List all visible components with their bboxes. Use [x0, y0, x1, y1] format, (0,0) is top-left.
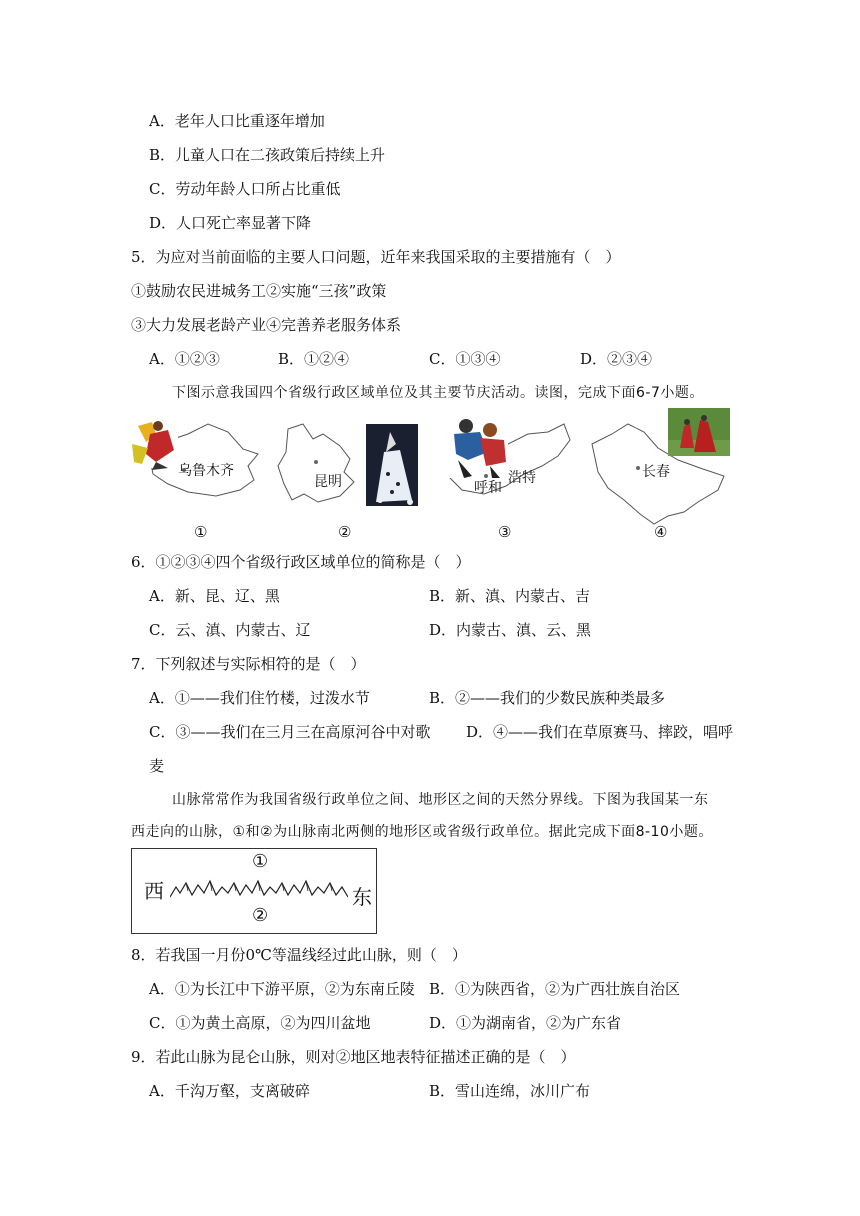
- map-number-1: ①: [194, 523, 208, 541]
- q4-option-b: B．儿童人口在二孩政策后持续上升: [149, 146, 386, 164]
- q8-option-a: A．①为长江中下游平原，②为东南丘陵: [149, 980, 415, 998]
- festival-dancer-image-2: [366, 424, 418, 506]
- intro-8-10-line2: 西走向的山脉，①和②为山脉南北两侧的地形区或省级行政单位。据此完成下面8-10小题。: [131, 824, 713, 840]
- q5-statement-line1: ①鼓励农民进城务工②实施“三孩”政策: [131, 282, 387, 300]
- q4-option-c: C．劳动年龄人口所占比重低: [149, 180, 341, 198]
- map-number-2: ②: [338, 523, 352, 541]
- q6-option-a: A．新、昆、辽、黑: [149, 587, 280, 605]
- q9-option-a: A．千沟万壑，支离破碎: [149, 1082, 310, 1100]
- mountain-diagram: [131, 848, 377, 934]
- q7-option-b: B．②——我们的少数民族种类最多: [429, 689, 666, 707]
- east-label: 东: [352, 885, 372, 909]
- south-region-label: ②: [252, 905, 269, 926]
- map-number-4: ④: [654, 523, 668, 541]
- q6-option-c: C．云、滇、内蒙古、辽: [149, 621, 311, 639]
- q4-option-a: A．老年人口比重逐年增加: [149, 112, 325, 130]
- city-label-kunming: 昆明: [314, 474, 342, 490]
- q5-option-b: B．①②④: [278, 350, 350, 368]
- city-label-urumqi: 乌鲁木齐: [178, 463, 234, 479]
- q6-stem: 6．①②③④四个省级行政区域单位的简称是（ ）: [131, 553, 471, 571]
- q7-stem: 7．下列叙述与实际相符的是（ ）: [131, 655, 366, 673]
- q7-option-d-line2: 麦: [149, 757, 165, 775]
- north-region-label: ①: [252, 851, 269, 872]
- q5-statement-line2: ③大力发展老龄产业④完善养老服务体系: [131, 316, 402, 334]
- q8-stem: 8．若我国一月份0℃等温线经过此山脉，则（ ）: [131, 946, 467, 964]
- q9-stem: 9．若此山脉为昆仑山脉，则对②地区地表特征描述正确的是（ ）: [131, 1048, 576, 1066]
- q7-option-d-line1: D．④——我们在草原赛马、摔跤，唱呼: [466, 723, 734, 741]
- q5-option-d: D．②③④: [580, 350, 653, 368]
- q7-option-c: C．③——我们在三月三在高原河谷中对歌: [149, 723, 431, 741]
- province-maps-figure: [128, 404, 738, 544]
- map-number-3: ③: [498, 523, 512, 541]
- festival-horse-image-4: [668, 408, 730, 456]
- city-label-hohhot-part2: 浩特: [508, 470, 536, 486]
- q5-option-c: C．①③④: [429, 350, 501, 368]
- q4-option-d: D．人口死亡率显著下降: [149, 214, 312, 232]
- mountain-range-icon: [170, 877, 348, 899]
- q6-option-b: B．新、滇、内蒙古、吉: [429, 587, 591, 605]
- city-label-hohhot-part1: 呼和: [474, 480, 502, 496]
- q6-option-d: D．内蒙古、滇、云、黑: [429, 621, 592, 639]
- q9-option-b: B．雪山连绵，冰川广布: [429, 1082, 591, 1100]
- city-label-changchun: 长春: [642, 464, 670, 480]
- q8-option-b: B．①为陕西省，②为广西壮族自治区: [429, 980, 681, 998]
- q5-stem: 5．为应对当前面临的主要人口问题，近年来我国采取的主要措施有（ ）: [131, 248, 621, 266]
- q7-option-a: A．①——我们住竹楼，过泼水节: [149, 689, 370, 707]
- q5-option-a: A．①②③: [149, 350, 220, 368]
- festival-wrestling-image-3: [444, 416, 508, 478]
- q8-option-d: D．①为湖南省，②为广东省: [429, 1014, 622, 1032]
- west-label: 西: [144, 879, 164, 903]
- q8-option-c: C．①为黄土高原，②为四川盆地: [149, 1014, 371, 1032]
- intro-6-7: 下图示意我国四个省级行政区域单位及其主要节庆活动。读图，完成下面6-7小题。: [172, 385, 704, 401]
- festival-dancer-image-1: [130, 421, 178, 470]
- intro-8-10-line1: 山脉常常作为我国省级行政单位之间、地形区之间的天然分界线。下图为我国某一东: [172, 792, 709, 808]
